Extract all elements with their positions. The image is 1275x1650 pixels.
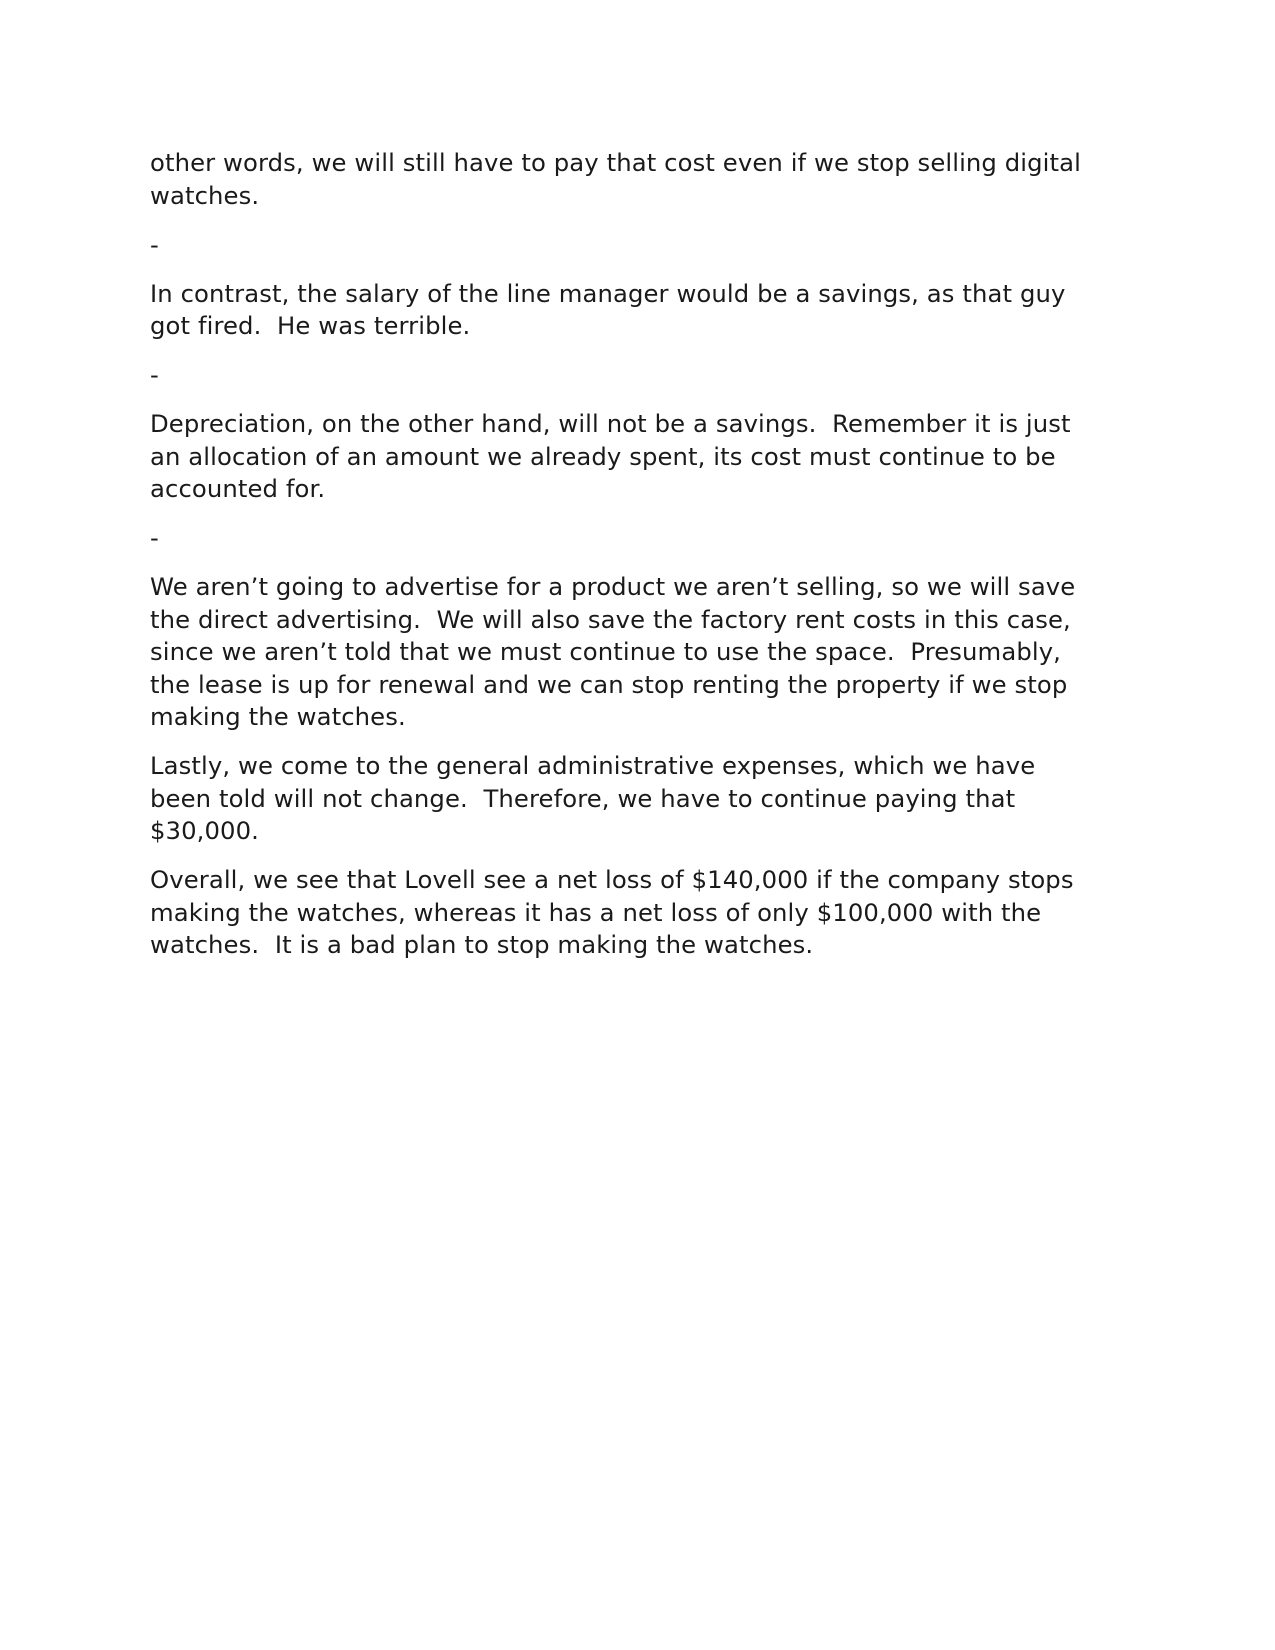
paragraph-advertising-and-rent: We aren’t going to advertise for a product we aren’t selling, so we will save the direct advertising. We will also save the factory rent costs in this case, since we aren’t told that we must continue to use the space. Presumably, the lease is up for renewal and we can stop renting the property if we stop making the watches. [150, 572, 1076, 731]
dash-separator: - [150, 523, 159, 552]
dash-separator: - [150, 229, 159, 259]
paragraph-administrative-expenses: Lastly, we come to the general administrative expenses, which we have been told will not change. Therefore, we have to continue paying that $30,000. [150, 751, 1036, 845]
paragraph-line-manager-salary: In contrast, the salary of the line manager would be a savings, as that guy got fired. He was terrible. [150, 278, 1066, 340]
document-body [150, 147, 1110, 978]
dash-separator: - [150, 360, 159, 389]
paragraph-conclusion: Overall, we see that Lovell see a net loss of $140,000 if the company stops making the watches, whereas it has a net loss of only $100,000 with the watches. It is a bad plan to stop making the watches. [150, 865, 1074, 959]
paragraph-fixed-cost-continuation: other words, we will still have to pay that cost even if we stop selling digital watches. [150, 148, 1081, 210]
paragraph-depreciation: Depreciation, on the other hand, will not be a savings. Remember it is just an allocation of an amount we already spent, its cost must continue to be accounted for. [150, 409, 1071, 503]
